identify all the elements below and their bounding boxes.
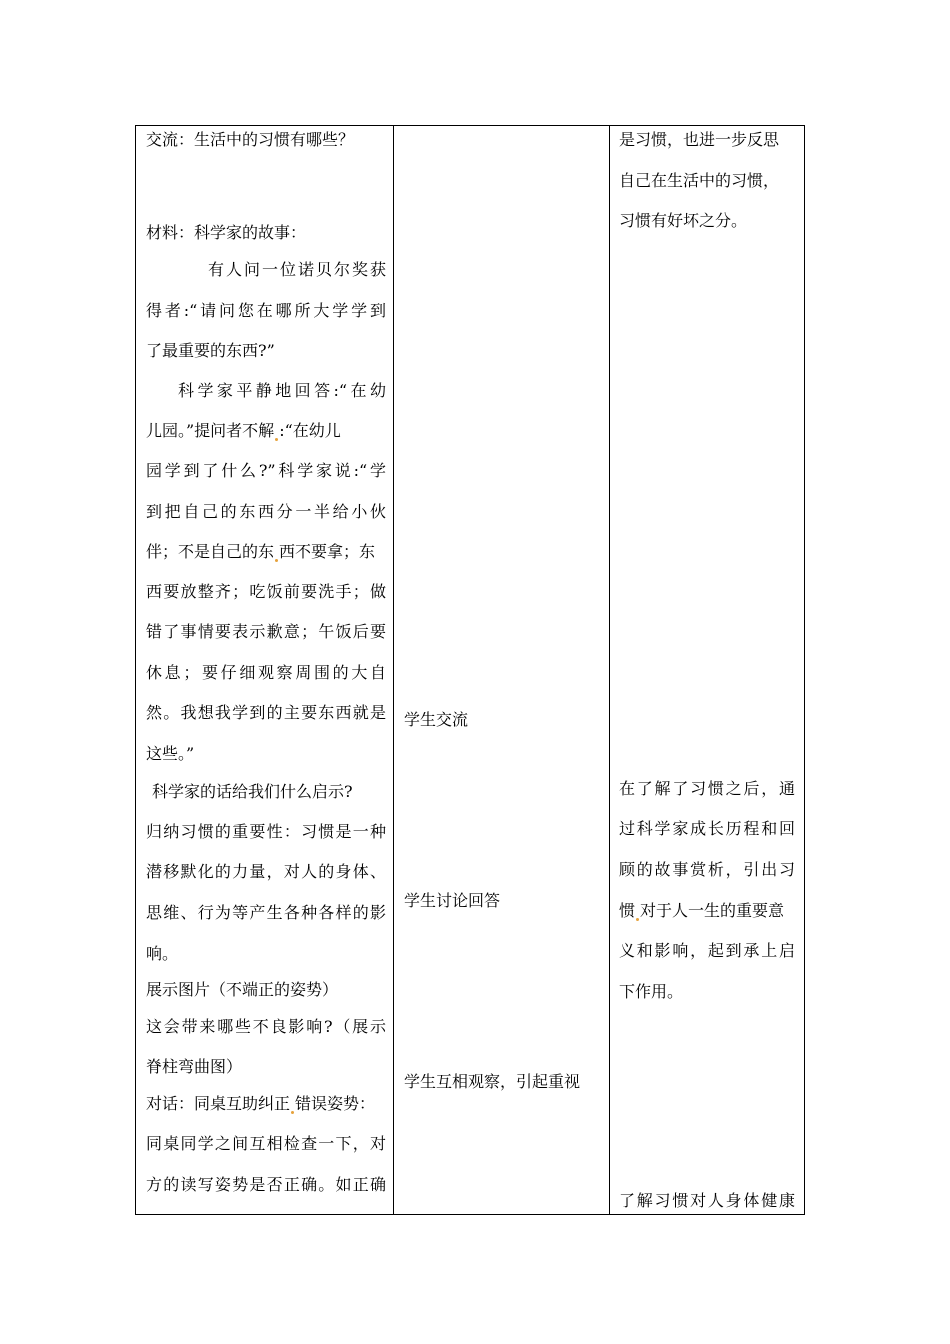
teacher-text-line: 错了事情要表示歉意；午饭后要 [146, 622, 386, 641]
edit-mark [291, 1111, 294, 1114]
teacher-text-line: 材料：科学家的故事： [146, 223, 307, 242]
design-intent-line: 下作用。 [619, 982, 684, 1001]
teacher-text-line: 休息；要仔细观察周围的大自 [146, 663, 386, 682]
text-segment: :“在幼儿 [279, 421, 341, 440]
design-intent-line: 习惯有好坏之分。 [619, 211, 748, 230]
teacher-text-line: 得者:“请问您在哪所大学学到 [146, 301, 386, 320]
design-intent-line: 自己在生活中的习惯， [619, 171, 780, 190]
teacher-text-line: 思维、行为等产生各种各样的影 [146, 903, 386, 922]
teacher-text-line [146, 421, 386, 441]
teacher-text-line: 同桌同学之间互相检查一下，对 [146, 1134, 386, 1153]
lesson-plan-table [135, 125, 805, 1215]
teacher-text-line: 了最重要的东西?” [146, 341, 275, 360]
text-segment: 伴；不是自己的东 [146, 542, 275, 561]
teacher-text-line: 脊柱弯曲图） [146, 1057, 243, 1076]
student-activity: 学生讨论回答 [404, 891, 501, 910]
teacher-text-line: 科学家的话给我们什么启示? [152, 782, 353, 801]
teacher-text-line: 然。我想我学到的主要东西就是 [146, 703, 386, 722]
teacher-text-line: 西要放整齐；吃饭前要洗手；做 [146, 582, 386, 601]
edit-mark [636, 918, 639, 921]
design-intent-line: 在了解了习惯之后，通 [619, 779, 795, 798]
teacher-text-line: 园学到了什么?”科学家说:“学 [146, 461, 386, 480]
text-segment: 错误姿势： [295, 1094, 376, 1113]
design-intent-line: 过科学家成长历程和回 [619, 819, 795, 838]
text-segment: 对话：同桌互助纠正 [146, 1094, 291, 1113]
teacher-text-line: 归纳习惯的重要性：习惯是一种 [146, 822, 386, 841]
teacher-text-line: 交流：生活中的习惯有哪些？ [146, 130, 355, 149]
teacher-text-line: 到把自己的东西分一半给小伙 [146, 502, 386, 521]
teacher-text-line: 展示图片（不端正的姿势） [146, 980, 339, 999]
teacher-text-line: 方的读写姿势是否正确。如正确 [146, 1175, 386, 1194]
column-divider [609, 126, 610, 1214]
design-intent-line: 顾的故事赏析，引出习 [619, 860, 795, 879]
text-segment: 西不要拿；东 [279, 542, 376, 561]
edit-mark [275, 438, 278, 441]
design-intent-line: 义和影响，起到承上启 [619, 941, 795, 960]
teacher-text-line [146, 542, 386, 562]
design-intent-line [619, 901, 784, 921]
text-segment: 对于人一生的重要意 [640, 901, 785, 920]
teacher-text-line: 潜移默化的力量，对人的身体、 [146, 862, 386, 881]
column-divider [393, 126, 394, 1214]
teacher-text-line: 这些。” [146, 744, 195, 763]
teacher-text-line [146, 1094, 386, 1114]
design-intent-line: 是习惯，也进一步反思 [619, 130, 780, 149]
text-segment: 惯 [619, 901, 636, 920]
student-activity: 学生交流 [404, 710, 469, 729]
teacher-text-line: 这会带来哪些不良影响?（展示 [146, 1017, 386, 1036]
teacher-text-line: 响。 [146, 944, 179, 963]
edit-mark [275, 559, 278, 562]
teacher-text-line: 科学家平静地回答:“在幼 [178, 381, 386, 400]
student-activity: 学生互相观察，引起重视 [404, 1072, 581, 1091]
teacher-text-line: 有人问一位诺贝尔奖获 [208, 260, 386, 279]
design-intent-line: 了解习惯对人身体健康 [619, 1191, 795, 1210]
text-segment: 儿园。”提问者不解 [146, 421, 275, 440]
